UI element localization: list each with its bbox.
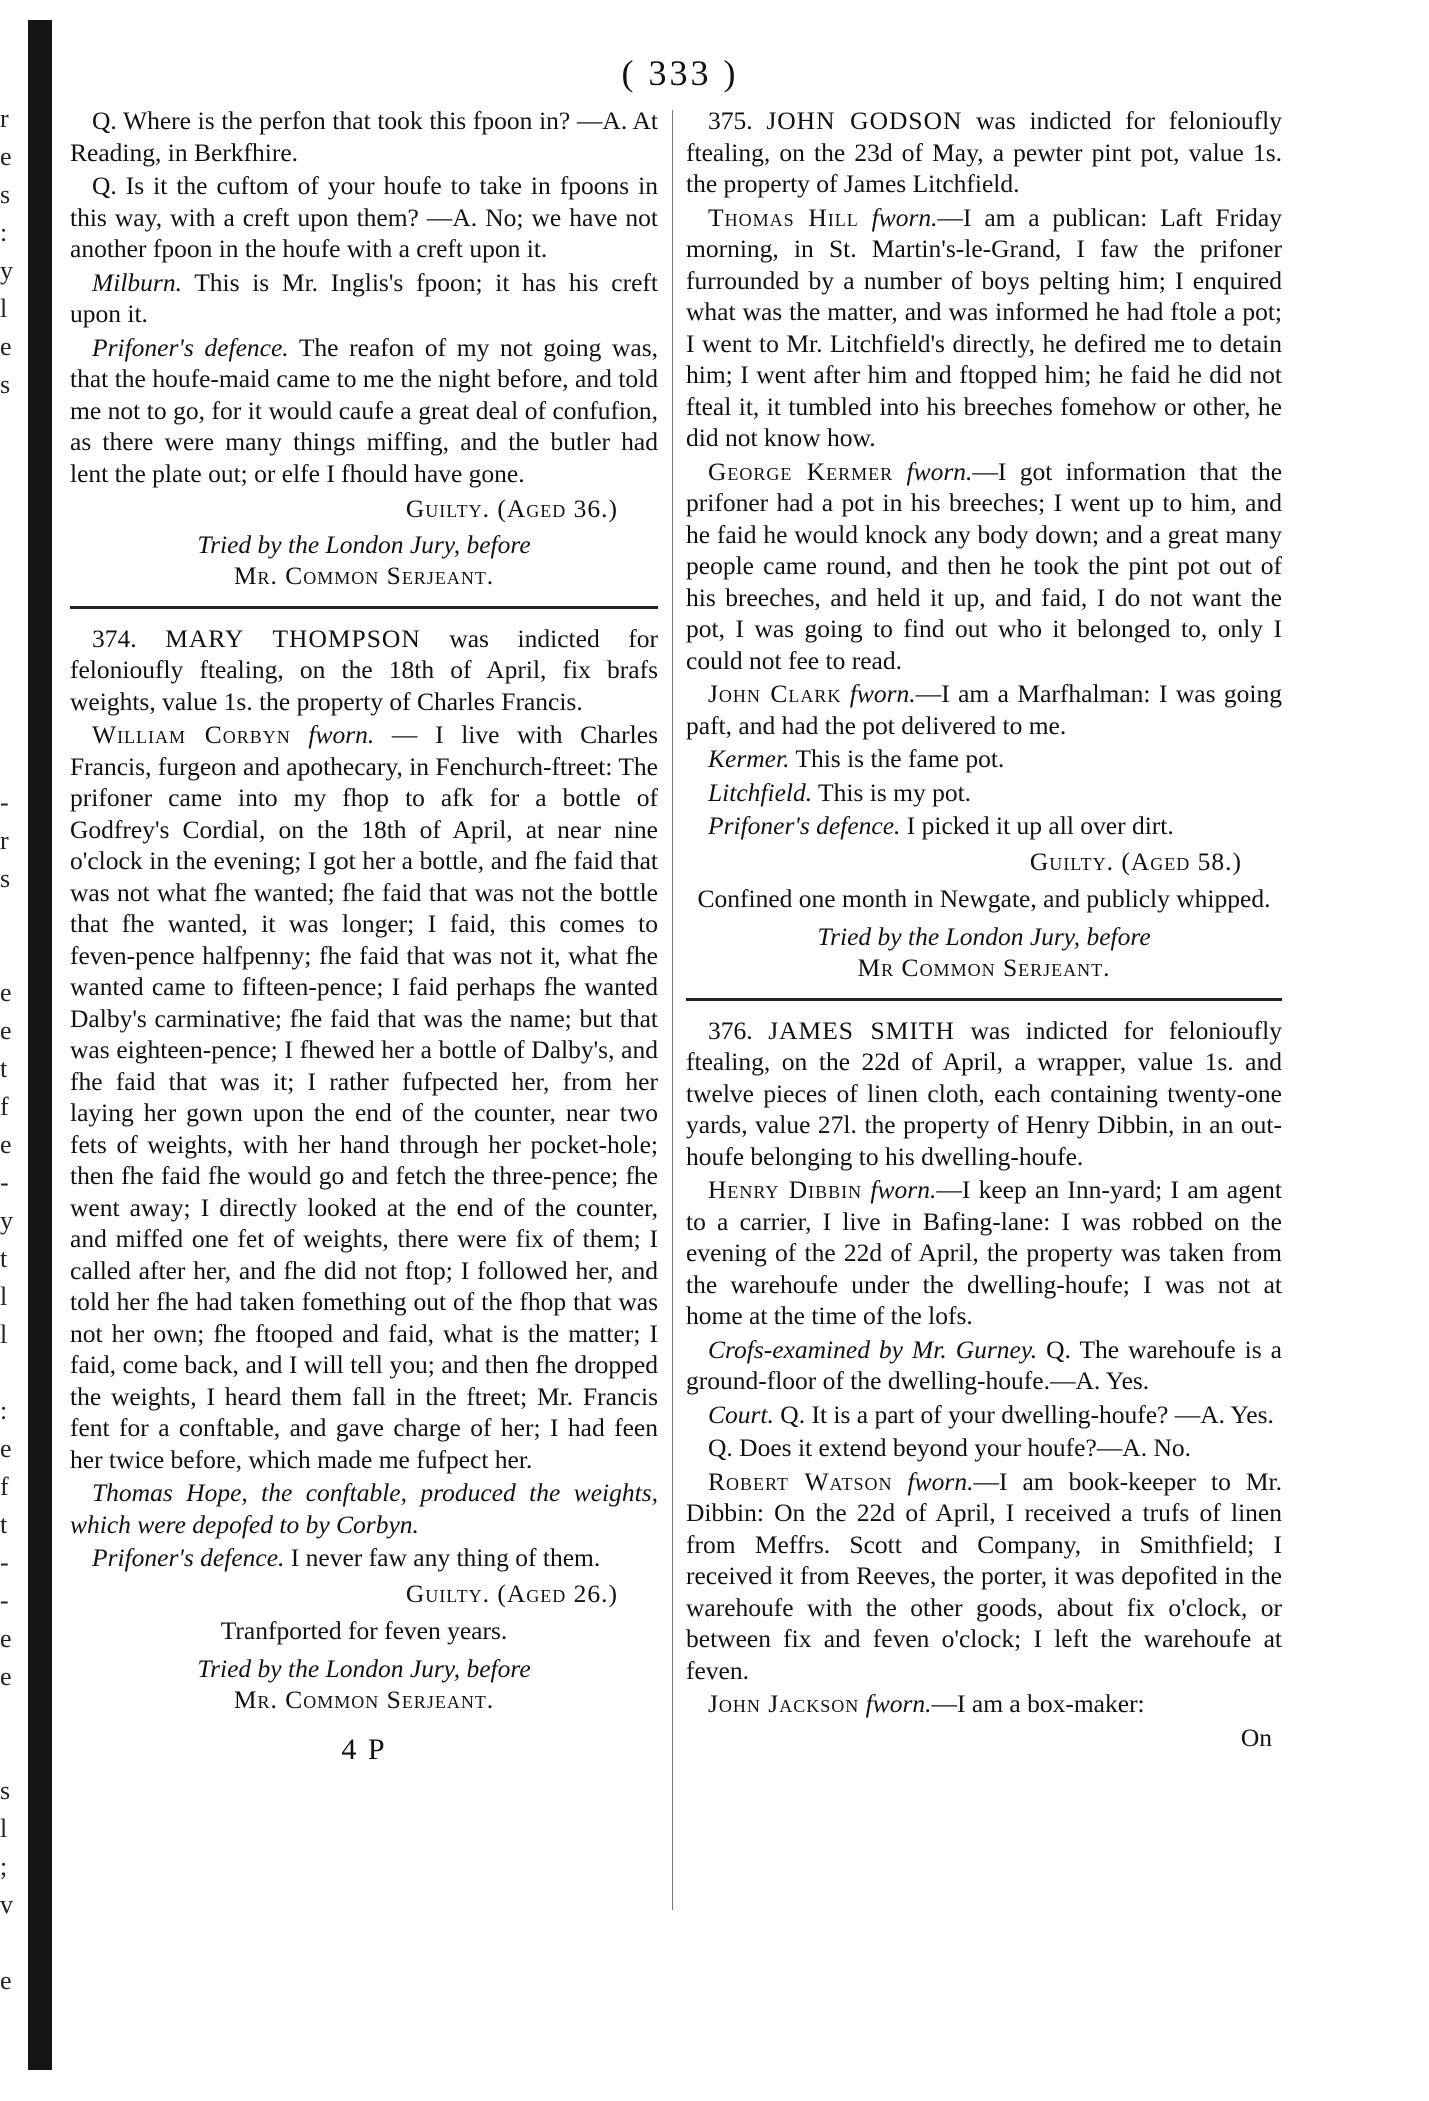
testimony-text: —I am book-keeper to Mr. Dibbin: On the 22d of April, I received a trufs of linen from Meffrs. Scott and Company, in Smithfield; I received it from Reeves, the porter, it was depofited in the warehoufe with the other goods, about fix o'clock, or between fix and feven o'clock; I left the warehoufe at feven. (686, 1466, 1282, 1685)
edge-mark: e (0, 1624, 12, 1653)
sentence-374: Tranfported for feven years. (220, 1616, 508, 1645)
edge-mark: y (0, 256, 13, 285)
edge-mark (0, 1734, 20, 1772)
edge-mark: l (0, 294, 8, 323)
sentence-375: Confined one month in Newgate, and publicly whipped. (697, 884, 1271, 913)
case-374-indictment (70, 623, 658, 718)
prisoner-defence-375 (686, 810, 1282, 842)
edge-mark: e (0, 1434, 12, 1463)
edge-mark: s (0, 370, 11, 399)
edge-mark: r (0, 826, 9, 855)
case-number: 375. (708, 106, 753, 135)
testimony-text: —I am a box-maker: (931, 1689, 1145, 1718)
judge-374: Mr. Common Serjeant. (233, 1685, 495, 1714)
edge-mark: s (0, 864, 11, 893)
edge-mark: : (0, 218, 8, 247)
tried-by-375: Tried by the London Jury, before (817, 921, 1151, 951)
catchword: On (1240, 1722, 1272, 1752)
prisoner-defence-373 (70, 332, 658, 490)
witness-jackson (686, 1688, 1282, 1720)
edge-mark: - (0, 1586, 9, 1615)
statement-text: The reafon of my not going was, that the houfe-maid came to me the night before, and told me not to go, for it would caufe a great deal of confufion, as there were many things miffing, and the butler had lent the plate out; or elfe I fhould have gone. (70, 332, 658, 488)
witness-hill (686, 202, 1282, 454)
page-number: ( 333 ) (621, 53, 739, 93)
question-2: Q. Is it the cuftom of your houfe to take in fpoons in this way, with a creft upon them? —A. No; we have not another fpoon in the houfe with a creft upon it. (70, 171, 658, 263)
cross-examination (686, 1334, 1282, 1397)
binding-shadow (28, 20, 52, 2070)
edge-mark: r (0, 104, 9, 133)
prisoner-defence-374 (70, 1542, 658, 1574)
statement-text: This is my pot. (812, 777, 972, 807)
edge-mark: l (0, 1320, 8, 1349)
sworn-label: fworn. (907, 1466, 974, 1496)
case-number: 376. (708, 1015, 753, 1045)
sworn-label: fworn. (849, 679, 916, 708)
edge-mark: ; (0, 1852, 8, 1881)
edge-mark: e (0, 142, 12, 171)
witness-name: Henry Dibbin (708, 1175, 863, 1204)
indictment-text: was indicted for felonioufly ftealing, on the 18th of April, fix brafs weights, value 1s. the property of Charles Francis. (70, 623, 658, 716)
sworn-label: fworn. (870, 1175, 937, 1204)
edge-mark: e (0, 1966, 12, 1995)
edge-mark: t (0, 1510, 8, 1539)
tried-by-373: Tried by the London Jury, before (197, 529, 531, 559)
facing-page-edge (0, 100, 20, 2030)
speaker: Litchfield. (708, 777, 813, 807)
verdict-375: Guilty. (Aged 58.) (1029, 846, 1242, 876)
speaker: Milburn. (92, 267, 182, 297)
statement-text: I picked it up all over dirt. (900, 811, 1174, 840)
witness-clark (686, 678, 1282, 741)
edge-mark: t (0, 1054, 8, 1083)
milburn-statement (70, 267, 658, 330)
edge-mark (0, 1696, 20, 1734)
statement-text: Q. It is a part of your dwelling-houfe? —A. Yes. (773, 1399, 1274, 1429)
speaker: Kermer. (708, 744, 790, 773)
witness-name: John Jackson (708, 1689, 860, 1718)
witness-name: William Corbyn (92, 720, 291, 749)
speaker: Court. (708, 1399, 774, 1429)
constable-note (70, 1477, 658, 1540)
edge-mark: e (0, 332, 12, 361)
defendant-name: JOHN GODSON (766, 106, 963, 135)
case-375-indictment (686, 105, 1282, 200)
case-number: 374. (92, 623, 137, 653)
edge-mark: e (0, 1130, 12, 1159)
verdict-373: Guilty. (Aged 36.) (405, 494, 618, 523)
defendant-name: JAMES SMITH (768, 1015, 955, 1045)
edge-mark: v (0, 1890, 13, 1919)
judge-373: Mr. Common Serjeant. (233, 561, 495, 590)
testimony-text: —I am a Marfhalman: I was going paft, and had the pot delivered to me. (686, 679, 1283, 740)
edge-mark: f (0, 1472, 9, 1501)
edge-mark (0, 480, 20, 518)
witness-name: Robert Watson (708, 1466, 893, 1496)
edge-mark (0, 936, 20, 974)
indictment-text: was indicted for felonioufly ftealing, on the 23d of May, a pewter pint pot, value 1s. the property of James Litchfield. (686, 106, 1283, 198)
left-column (70, 105, 658, 1767)
edge-mark (0, 1924, 20, 1962)
speaker: Prifoner's defence. (708, 811, 901, 840)
witness-corbyn (70, 719, 658, 1475)
judge-375: Mr Common Serjeant. (857, 953, 1111, 982)
right-column (686, 105, 1282, 1755)
edge-mark: e (0, 1662, 12, 1691)
edge-mark: l (0, 1814, 8, 1843)
speaker: Prifoner's defence. (92, 332, 289, 362)
edge-mark (0, 1354, 20, 1392)
sworn-label: fworn. (871, 202, 938, 232)
edge-mark (0, 898, 20, 936)
edge-mark: s (0, 180, 11, 209)
edge-mark: e (0, 1016, 12, 1045)
witness-watson (686, 1466, 1282, 1687)
column-divider (672, 110, 673, 1910)
edge-mark: - (0, 788, 9, 817)
verdict-374: Guilty. (Aged 26.) (405, 1578, 618, 1608)
note-text: Thomas Hope, the conftable, produced the weights, which were depofed to by Corbyn. (70, 1478, 658, 1539)
edge-mark: l (0, 1282, 8, 1311)
witness-dibbin (686, 1174, 1282, 1332)
edge-mark (0, 594, 20, 632)
testimony-text: —I got information that the prifoner had a pot in his breeches; I went up to him, and he faid he would knock any body down; and a great many people came round, and then he took the pint pot out of his breeches, and held it up, and faid, I do not want the pot, I was going to find out who it belonged to, only I could not fee to read. (686, 456, 1283, 675)
signature-mark: 4 P (341, 1732, 387, 1766)
edge-mark (0, 556, 20, 594)
witness-name: Thomas Hill (708, 202, 859, 232)
case-separator (686, 998, 1282, 1001)
statement-text: This is the fame pot. (789, 744, 1005, 773)
edge-mark: f (0, 1092, 9, 1121)
sworn-label: fworn. (308, 720, 375, 749)
edge-mark (0, 632, 20, 670)
speaker: Prifoner's defence. (92, 1543, 285, 1572)
edge-mark (0, 404, 20, 442)
case-separator (70, 606, 658, 609)
indictment-text: was indicted for felonioufly ftealing, on the 22d of April, a wrapper, value 1s. and twelve pieces of linen cloth, each containing twenty-one yards, value 27l. the property of Henry Dibbin, in an out-houfe belonging to his dwelling-houfe. (686, 1015, 1282, 1171)
defendant-name: MARY THOMPSON (165, 623, 421, 653)
edge-mark (0, 442, 20, 480)
statement-text: I never faw any thing of them. (284, 1543, 601, 1572)
testimony-text: —I keep an Inn-yard; I am agent to a carrier, I live in Bafing-lane: I was robbed on the evening of the 22d of April, the property was taken from the warehoufe under the dwelling-houfe; I was not at home at the time of the lofs. (686, 1175, 1282, 1330)
edge-mark: : (0, 1396, 8, 1425)
statement-text: This is Mr. Inglis's fpoon; it has his creft upon it. (70, 267, 658, 328)
testimony-text: — I live with Charles Francis, furgeon and apothecary, in Fenchurch-ftreet: The prifoner came into my fhop to afk for a bottle of Godfrey's Cordial, on the 18th of April, at near nine o'clock in the evening; I got her a bottle, and fhe faid that was not what fhe wanted; fhe faid that was not the bottle that fhe wanted, it was longer; I faid, this comes to feven-pence halfpenny; fhe faid that was not it, what fhe wanted came to fifteen-pence; I faid perhaps fhe wanted Dalby's carminative; fhe faid that was the name; but that was eighteen-pence; I fhewed her a bottle of Dalby's, and fhe faid that was it; I rather fufpected her, from her laying her gown upon the end of the counter, near two fets of weights, with her hand through her pocket-hole; then fhe faid fhe would go and fetch the three-pence; fhe went away; I directly looked at the end of the counter, and miffed one fet of weights, there were fix of them; I called after her, and fhe did not ftop; I followed her, and told her fhe had taken fomething out of the fhop that was not her own; fhe ftooped and faid, what is the matter; I faid, come back, and I will tell you; and then fhe dropped the weights, I heard them fall in the ftreet; Mr. Francis fent for a conftable, and gave charge of her; I had feen her twice before, which made me fufpect her. (70, 720, 658, 1474)
edge-mark (0, 708, 20, 746)
edge-mark (0, 670, 20, 708)
testimony-text: —I am a publican: Laft Friday morning, in St. Martin's-le-Grand, I faw the prifoner furrounded by a number of boys pelting him; I enquired what was the matter, and was informed he had ftole a pot; I went to Mr. Litchfield's directly, he defired me to detain him; I went after him and ftopped him; he faid he did not fteal it, it tumbled into his breeches fomehow or other, he did not know how. (686, 202, 1282, 452)
edge-mark (0, 518, 20, 556)
witness-kermer (686, 456, 1282, 677)
sworn-label: fworn. (865, 1689, 932, 1718)
question-1: Q. Where is the perfon that took this fpoon in? —A. At Reading, in Berkfhire. (70, 106, 658, 167)
case-376-indictment (686, 1015, 1282, 1173)
tried-by-374: Tried by the London Jury, before (197, 1653, 531, 1683)
edge-mark: t (0, 1244, 8, 1273)
witness-name: John Clark (708, 679, 842, 708)
witness-name: George Kermer (708, 456, 894, 486)
litchfield-statement (686, 777, 1282, 809)
sworn-label: fworn. (906, 456, 973, 486)
edge-mark (0, 746, 20, 784)
statement-text: Q. The warehoufe is a ground-floor of the dwelling-houfe.—A. Yes. (686, 1334, 1282, 1395)
speaker: Crofs-examined by Mr. Gurney. (708, 1334, 1038, 1364)
edge-mark: - (0, 1168, 9, 1197)
edge-mark: s (0, 1776, 11, 1805)
edge-mark: e (0, 978, 12, 1007)
extend-question: Q. Does it extend beyond your houfe?—A. No. (708, 1433, 1191, 1462)
kermer-statement (686, 743, 1282, 775)
court-question (686, 1399, 1282, 1431)
edge-mark: - (0, 1548, 9, 1577)
edge-mark: y (0, 1206, 13, 1235)
